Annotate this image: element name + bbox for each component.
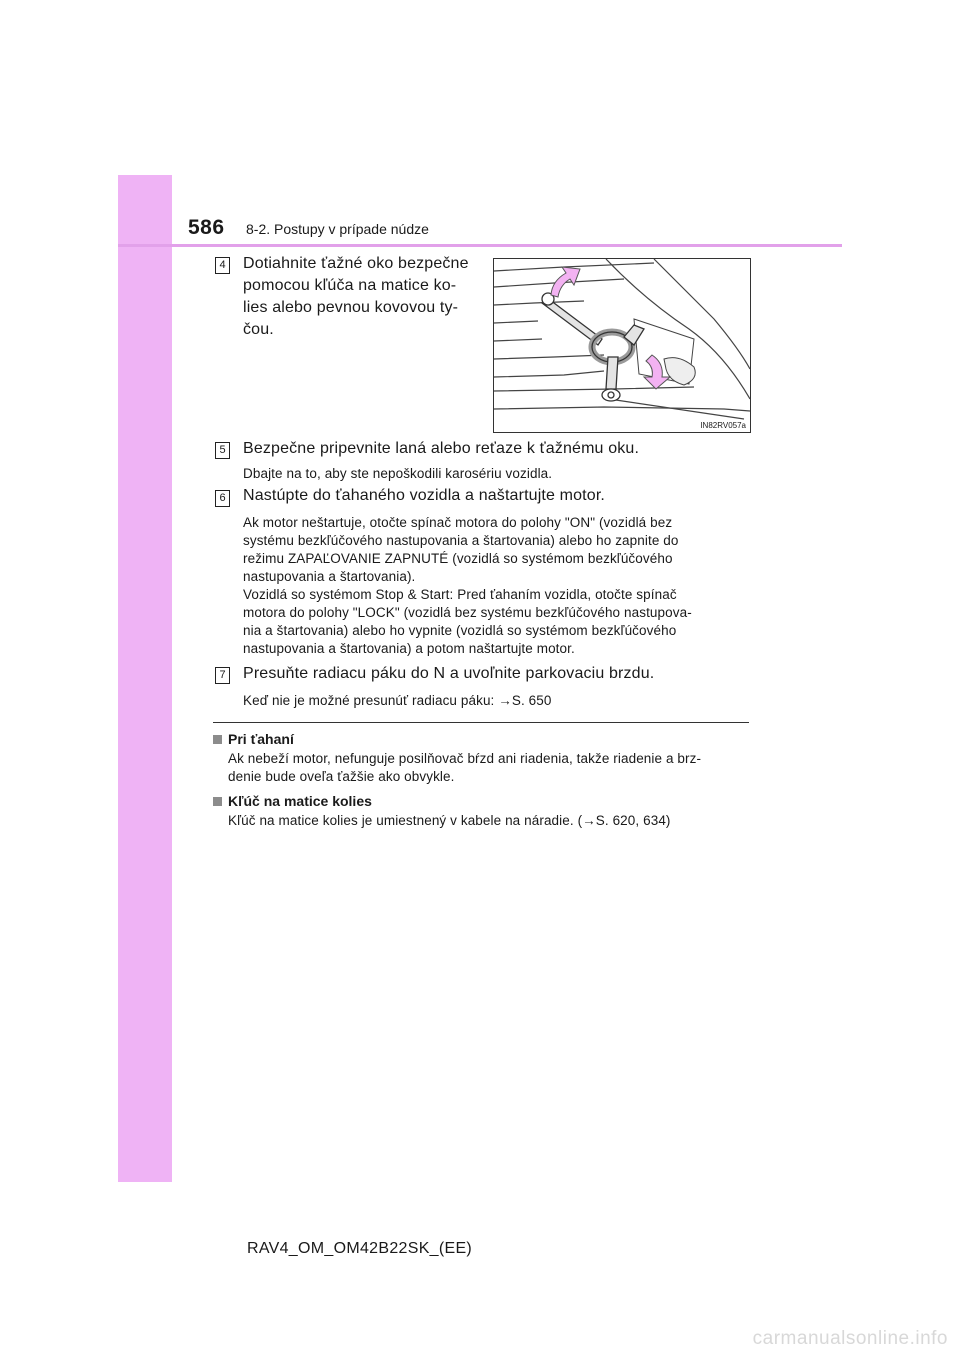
info-body-towing	[228, 750, 744, 786]
note-line: nastupovania a štartovania).	[243, 569, 416, 584]
note-line: nia a štartovania) alebo ho vypnite (vozidlá so systémom bezkľúčového	[243, 623, 677, 638]
header-rule	[118, 244, 842, 247]
watermark: carmanualsonline.info	[752, 1328, 948, 1349]
note-line: motora do polohy "LOCK" (vozidlá bez systému bezkľúčového nastupova-	[243, 605, 692, 620]
page-number: 586	[188, 216, 225, 239]
step-7-text: Presuňte radiacu páku do N a uvoľnite parkovaciu brzdu.	[243, 665, 655, 682]
info-title-wrench: Kľúč na matice kolies	[228, 793, 372, 809]
step-6-note-1	[243, 514, 745, 586]
step-number-6: 6	[215, 490, 230, 507]
info-line: Ak nebeží motor, nefunguje posilňovač bŕzd ani riadenia, takže riadenie a brz-	[228, 751, 702, 766]
info-line: Kľúč na matice kolies je umiestnený v kabele na náradie. (→S. 620, 634)	[228, 813, 671, 828]
tow-eye-figure	[493, 258, 751, 433]
footer-document-code: RAV4_OM_OM42B22SK_(EE)	[247, 1240, 473, 1257]
step-5-note: Dbajte na to, aby ste nepoškodili karosériu vozidla.	[243, 466, 553, 481]
note-line: systému bezkľúčového nastupovania a štartovania) alebo ho zapnite do	[243, 533, 679, 548]
chapter-title: 8-2. Postupy v prípade núdze	[246, 221, 429, 237]
step-4-line: čou.	[243, 321, 274, 338]
step-5-text: Bezpečne pripevnite laná alebo reťaze k ťažnému oku.	[243, 440, 640, 457]
info-body-wrench	[228, 812, 671, 830]
note-line: nastupovania a štartovania) a potom naštartujte motor.	[243, 641, 575, 656]
info-line: denie bude oveľa ťažšie ako obvykle.	[228, 769, 455, 784]
wrench-illustration	[494, 259, 750, 432]
step-6-text: Nastúpte do ťahaného vozidla a naštartujte motor.	[243, 487, 606, 504]
side-tab-band	[118, 175, 172, 1182]
section-divider	[213, 722, 749, 723]
bullet-square-icon	[213, 735, 222, 744]
step-4-text	[243, 253, 477, 341]
step-6-note-2	[243, 586, 745, 658]
step-number-7: 7	[215, 667, 230, 684]
step-7-note: Keď nie je možné presunúť radiacu páku: →S. 650	[243, 693, 552, 708]
note-line: Ak motor neštartuje, otočte spínač motora do polohy "ON" (vozidlá bez	[243, 515, 673, 530]
bullet-square-icon	[213, 797, 222, 806]
step-4-line: pomocou kľúča na matice ko-	[243, 277, 457, 294]
step-4-line: Dotiahnite ťažné oko bezpečne	[243, 255, 469, 272]
info-title-towing: Pri ťahaní	[228, 731, 294, 747]
rotate-up-arrow-icon	[551, 267, 580, 297]
note-line: Vozidlá so systémom Stop & Start: Pred ťahaním vozidla, otočte spínač	[243, 587, 677, 602]
note-line: režimu ZAPAĽOVANIE ZAPNUTÉ (vozidlá so systémom bezkľúčového	[243, 551, 673, 566]
figure-code: IN82RV057a	[700, 421, 746, 430]
step-4-line: lies alebo pevnou kovovou ty-	[243, 299, 459, 316]
step-number-4: 4	[215, 257, 230, 274]
step-number-5: 5	[215, 442, 230, 459]
